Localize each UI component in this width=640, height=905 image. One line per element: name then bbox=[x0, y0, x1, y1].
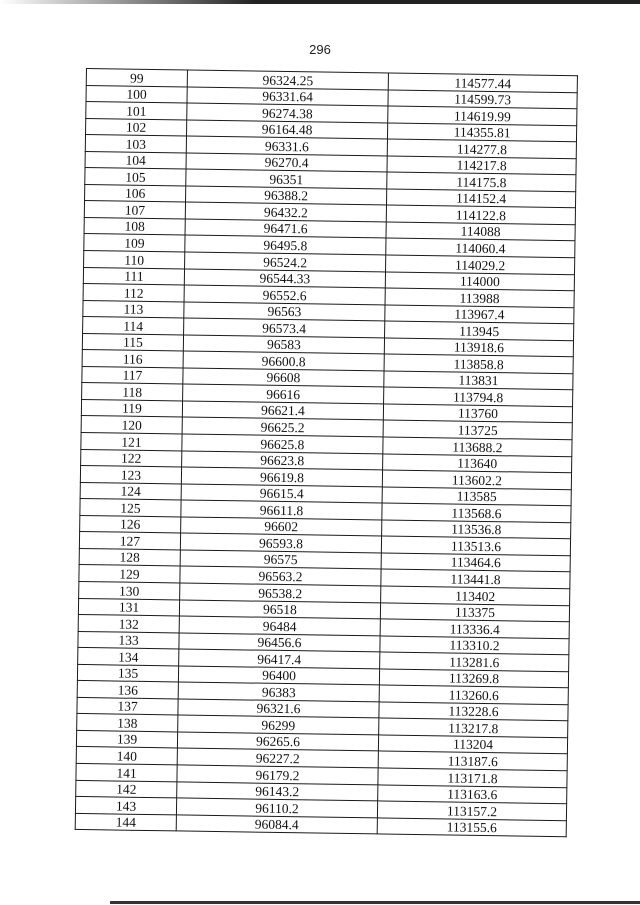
x-coordinate-cell: 96621.4 bbox=[182, 401, 383, 421]
point-number-cell: 137 bbox=[77, 697, 178, 715]
y-coordinate-cell: 114355.81 bbox=[387, 123, 576, 142]
x-coordinate-cell: 96619.8 bbox=[181, 467, 382, 487]
y-coordinate-cell: 113794.8 bbox=[384, 387, 573, 406]
point-number-cell: 130 bbox=[79, 581, 180, 599]
point-number-cell: 127 bbox=[79, 532, 180, 550]
point-number-cell: 104 bbox=[85, 151, 186, 169]
y-coordinate-cell: 114217.8 bbox=[387, 156, 576, 175]
y-coordinate-cell: 114152.4 bbox=[386, 189, 575, 208]
point-number-cell: 132 bbox=[78, 614, 179, 632]
y-coordinate-cell: 114060.4 bbox=[386, 238, 575, 257]
point-number-cell: 128 bbox=[79, 548, 180, 566]
x-coordinate-cell: 96573.4 bbox=[184, 318, 385, 338]
y-coordinate-cell: 114577.44 bbox=[388, 73, 577, 92]
y-coordinate-cell: 113281.6 bbox=[380, 652, 569, 671]
x-coordinate-cell: 96110.2 bbox=[176, 798, 377, 818]
x-coordinate-cell: 96324.25 bbox=[187, 70, 388, 90]
x-coordinate-cell: 96484 bbox=[179, 616, 380, 636]
point-number-cell: 108 bbox=[84, 217, 185, 235]
y-coordinate-cell: 113536.8 bbox=[382, 520, 571, 539]
y-coordinate-cell: 113204 bbox=[378, 735, 567, 754]
point-number-cell: 141 bbox=[76, 763, 177, 781]
x-coordinate-cell: 96602 bbox=[181, 517, 382, 537]
point-number-cell: 142 bbox=[76, 780, 177, 798]
point-number-cell: 99 bbox=[86, 69, 187, 87]
x-coordinate-cell: 96608 bbox=[183, 368, 384, 388]
y-coordinate-cell: 113155.6 bbox=[377, 818, 566, 837]
point-number-cell: 134 bbox=[78, 648, 179, 666]
y-coordinate-cell: 113310.2 bbox=[380, 636, 569, 655]
point-number-cell: 112 bbox=[83, 284, 184, 302]
x-coordinate-cell: 96552.6 bbox=[184, 285, 385, 305]
y-coordinate-cell: 113187.6 bbox=[378, 751, 567, 770]
x-coordinate-cell: 96265.6 bbox=[177, 732, 378, 752]
y-coordinate-cell: 113228.6 bbox=[379, 702, 568, 721]
y-coordinate-cell: 113988 bbox=[385, 288, 574, 307]
x-coordinate-cell: 96518 bbox=[179, 599, 380, 619]
x-coordinate-cell: 96583 bbox=[183, 335, 384, 355]
y-coordinate-cell: 113375 bbox=[380, 602, 569, 621]
x-coordinate-cell: 96495.8 bbox=[185, 235, 386, 255]
x-coordinate-cell: 96164.48 bbox=[186, 120, 387, 140]
y-coordinate-cell: 113760 bbox=[383, 404, 572, 423]
point-number-cell: 101 bbox=[86, 102, 187, 120]
x-coordinate-cell: 96432.2 bbox=[185, 202, 386, 222]
y-coordinate-cell: 114599.73 bbox=[388, 90, 577, 109]
y-coordinate-cell: 113260.6 bbox=[379, 685, 568, 704]
y-coordinate-cell: 113918.6 bbox=[384, 338, 573, 357]
x-coordinate-cell: 96563 bbox=[184, 302, 385, 322]
scan-edge-bottom bbox=[110, 901, 640, 904]
point-number-cell: 111 bbox=[83, 267, 184, 285]
x-coordinate-cell: 96625.8 bbox=[182, 434, 383, 454]
x-coordinate-cell: 96615.4 bbox=[181, 484, 382, 504]
y-coordinate-cell: 114000 bbox=[385, 272, 574, 291]
point-number-cell: 109 bbox=[84, 234, 185, 252]
y-coordinate-cell: 114088 bbox=[386, 222, 575, 241]
coordinate-table bbox=[75, 68, 578, 837]
y-coordinate-cell: 113640 bbox=[383, 454, 572, 473]
x-coordinate-cell: 96084.4 bbox=[176, 815, 377, 835]
table-body bbox=[75, 69, 577, 837]
point-number-cell: 114 bbox=[83, 317, 184, 335]
x-coordinate-cell: 96611.8 bbox=[181, 500, 382, 520]
y-coordinate-cell: 114122.8 bbox=[386, 205, 575, 224]
y-coordinate-cell: 114175.8 bbox=[387, 172, 576, 191]
point-number-cell: 110 bbox=[84, 251, 185, 269]
y-coordinate-cell: 113568.6 bbox=[382, 503, 571, 522]
point-number-cell: 144 bbox=[75, 813, 176, 831]
y-coordinate-cell: 113725 bbox=[383, 420, 572, 439]
point-number-cell: 124 bbox=[80, 482, 181, 500]
x-coordinate-cell: 96544.33 bbox=[184, 269, 385, 289]
y-coordinate-cell: 113336.4 bbox=[380, 619, 569, 638]
x-coordinate-cell: 96417.4 bbox=[179, 649, 380, 669]
scan-edge-top bbox=[0, 0, 640, 4]
x-coordinate-cell: 96593.8 bbox=[180, 533, 381, 553]
x-coordinate-cell: 96524.2 bbox=[185, 252, 386, 272]
point-number-cell: 107 bbox=[84, 201, 185, 219]
x-coordinate-cell: 96456.6 bbox=[179, 633, 380, 653]
x-coordinate-cell: 96179.2 bbox=[177, 765, 378, 785]
y-coordinate-cell: 113858.8 bbox=[384, 354, 573, 373]
x-coordinate-cell: 96388.2 bbox=[186, 186, 387, 206]
x-coordinate-cell: 96400 bbox=[178, 666, 379, 686]
y-coordinate-cell: 113441.8 bbox=[381, 569, 570, 588]
x-coordinate-cell: 96616 bbox=[183, 384, 384, 404]
y-coordinate-cell: 114277.8 bbox=[387, 139, 576, 158]
x-coordinate-cell: 96143.2 bbox=[177, 781, 378, 801]
point-number-cell: 106 bbox=[85, 184, 186, 202]
point-number-cell: 121 bbox=[81, 432, 182, 450]
point-number-cell: 120 bbox=[81, 416, 182, 434]
point-number-cell: 118 bbox=[82, 383, 183, 401]
point-number-cell: 143 bbox=[75, 796, 176, 814]
coordinate-table-wrapper bbox=[75, 68, 574, 837]
page-number: 296 bbox=[309, 42, 331, 57]
point-number-cell: 102 bbox=[86, 118, 187, 136]
y-coordinate-cell: 113585 bbox=[382, 487, 571, 506]
point-number-cell: 103 bbox=[85, 135, 186, 153]
y-coordinate-cell: 114619.99 bbox=[388, 106, 577, 125]
x-coordinate-cell: 96563.2 bbox=[180, 566, 381, 586]
point-number-cell: 135 bbox=[77, 664, 178, 682]
y-coordinate-cell: 114029.2 bbox=[386, 255, 575, 274]
x-coordinate-cell: 96274.38 bbox=[187, 103, 388, 123]
point-number-cell: 126 bbox=[80, 515, 181, 533]
point-number-cell: 136 bbox=[77, 681, 178, 699]
point-number-cell: 131 bbox=[78, 598, 179, 616]
point-number-cell: 105 bbox=[85, 168, 186, 186]
y-coordinate-cell: 113163.6 bbox=[378, 784, 567, 803]
y-coordinate-cell: 113688.2 bbox=[383, 437, 572, 456]
y-coordinate-cell: 113967.4 bbox=[385, 305, 574, 324]
x-coordinate-cell: 96331.64 bbox=[187, 87, 388, 107]
point-number-cell: 113 bbox=[83, 300, 184, 318]
x-coordinate-cell: 96575 bbox=[180, 550, 381, 570]
y-coordinate-cell: 113157.2 bbox=[377, 801, 566, 820]
point-number-cell: 139 bbox=[76, 730, 177, 748]
point-number-cell: 116 bbox=[82, 350, 183, 368]
y-coordinate-cell: 113831 bbox=[384, 371, 573, 390]
x-coordinate-cell: 96351 bbox=[186, 169, 387, 189]
point-number-cell: 129 bbox=[79, 565, 180, 583]
x-coordinate-cell: 96471.6 bbox=[185, 219, 386, 239]
y-coordinate-cell: 113945 bbox=[385, 321, 574, 340]
point-number-cell: 122 bbox=[81, 449, 182, 467]
x-coordinate-cell: 96227.2 bbox=[177, 748, 378, 768]
y-coordinate-cell: 113269.8 bbox=[379, 669, 568, 688]
x-coordinate-cell: 96321.6 bbox=[178, 699, 379, 719]
y-coordinate-cell: 113464.6 bbox=[381, 553, 570, 572]
point-number-cell: 138 bbox=[77, 714, 178, 732]
point-number-cell: 119 bbox=[81, 399, 182, 417]
point-number-cell: 123 bbox=[80, 466, 181, 484]
point-number-cell: 125 bbox=[80, 499, 181, 517]
y-coordinate-cell: 113217.8 bbox=[379, 718, 568, 737]
x-coordinate-cell: 96600.8 bbox=[183, 351, 384, 371]
x-coordinate-cell: 96270.4 bbox=[186, 153, 387, 173]
y-coordinate-cell: 113513.6 bbox=[381, 536, 570, 555]
y-coordinate-cell: 113602.2 bbox=[382, 470, 571, 489]
point-number-cell: 115 bbox=[82, 333, 183, 351]
x-coordinate-cell: 96383 bbox=[178, 682, 379, 702]
x-coordinate-cell: 96623.8 bbox=[182, 451, 383, 471]
point-number-cell: 133 bbox=[78, 631, 179, 649]
x-coordinate-cell: 96299 bbox=[178, 715, 379, 735]
x-coordinate-cell: 96625.2 bbox=[182, 417, 383, 437]
y-coordinate-cell: 113402 bbox=[381, 586, 570, 605]
point-number-cell: 100 bbox=[86, 85, 187, 103]
x-coordinate-cell: 96538.2 bbox=[180, 583, 381, 603]
y-coordinate-cell: 113171.8 bbox=[378, 768, 567, 787]
point-number-cell: 140 bbox=[76, 747, 177, 765]
x-coordinate-cell: 96331.6 bbox=[186, 136, 387, 156]
point-number-cell: 117 bbox=[82, 366, 183, 384]
